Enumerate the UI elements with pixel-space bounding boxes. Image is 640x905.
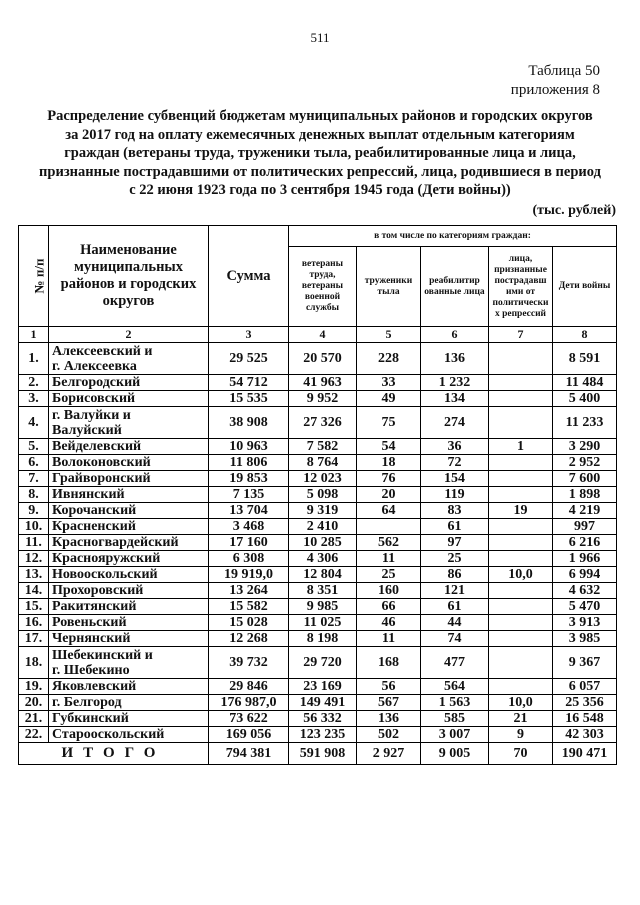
war-children-cell: 8 591	[553, 343, 617, 375]
workers-cell: 64	[357, 503, 421, 519]
column-number: 4	[289, 327, 357, 343]
repressed-cell: 10,0	[489, 695, 553, 711]
total-rehabilitated: 9 005	[421, 743, 489, 765]
table-row	[19, 343, 617, 375]
district-name-line: Валуйский	[52, 422, 122, 438]
row-number: 15.	[19, 599, 49, 615]
rehabilitated-cell: 1 563	[421, 695, 489, 711]
column-number: 7	[489, 327, 553, 343]
row-number: 10.	[19, 519, 49, 535]
page-number: 511	[310, 30, 330, 45]
workers-cell: 20	[357, 487, 421, 503]
table-row	[19, 535, 617, 551]
workers-cell: 11	[357, 551, 421, 567]
row-number: 14.	[19, 583, 49, 599]
district-name-line: г. Валуйки и	[52, 407, 131, 423]
table-row	[19, 615, 617, 631]
row-number: 17.	[19, 631, 49, 647]
table-row	[19, 647, 617, 679]
workers-cell: 11	[357, 631, 421, 647]
rehabilitated-cell: 564	[421, 679, 489, 695]
table-row	[19, 503, 617, 519]
district-name-line: Краснояружский	[52, 551, 161, 566]
row-number: 13.	[19, 567, 49, 583]
sum-cell: 13 264	[209, 583, 289, 599]
column-number: 8	[553, 327, 617, 343]
header-rehabilitated: реабилитир ованные лица	[421, 247, 489, 327]
table-row	[19, 727, 617, 743]
district-name	[49, 535, 209, 551]
repressed-cell	[489, 487, 553, 503]
veterans-cell: 2 410	[289, 519, 357, 535]
sum-cell: 19 853	[209, 471, 289, 487]
sum-cell: 13 704	[209, 503, 289, 519]
district-name-line: Губкинский	[52, 711, 129, 726]
workers-cell	[357, 519, 421, 535]
table-row	[19, 711, 617, 727]
workers-cell: 567	[357, 695, 421, 711]
table-row	[19, 375, 617, 391]
header-category-group: в том числе по категориям граждан:	[289, 226, 617, 247]
rehabilitated-cell: 61	[421, 599, 489, 615]
rehabilitated-cell: 74	[421, 631, 489, 647]
repressed-cell	[489, 631, 553, 647]
sum-cell: 15 582	[209, 599, 289, 615]
table-row	[19, 519, 617, 535]
repressed-cell	[489, 679, 553, 695]
header-number: № п/п	[19, 226, 49, 327]
table-row	[19, 471, 617, 487]
rehabilitated-cell: 86	[421, 567, 489, 583]
rehabilitated-cell: 25	[421, 551, 489, 567]
column-number: 5	[357, 327, 421, 343]
veterans-cell: 5 098	[289, 487, 357, 503]
war-children-cell: 6 057	[553, 679, 617, 695]
district-name-line: Грайворонский	[52, 471, 151, 486]
district-name	[49, 615, 209, 631]
veterans-cell: 11 025	[289, 615, 357, 631]
veterans-cell: 7 582	[289, 439, 357, 455]
repressed-cell	[489, 599, 553, 615]
district-name-line: Ракитянский	[52, 599, 137, 614]
repressed-cell	[489, 519, 553, 535]
district-name-line: Вейделевский	[52, 439, 142, 454]
column-number: 3	[209, 327, 289, 343]
district-name	[49, 567, 209, 583]
district-name	[49, 647, 209, 679]
workers-cell: 136	[357, 711, 421, 727]
war-children-cell: 7 600	[553, 471, 617, 487]
district-name	[49, 487, 209, 503]
rehabilitated-cell: 154	[421, 471, 489, 487]
repressed-cell	[489, 647, 553, 679]
total-sum: 794 381	[209, 743, 289, 765]
war-children-cell: 25 356	[553, 695, 617, 711]
veterans-cell: 9 952	[289, 391, 357, 407]
sum-cell: 15 028	[209, 615, 289, 631]
veterans-cell: 12 804	[289, 567, 357, 583]
table-row	[19, 695, 617, 711]
sum-cell: 19 919,0	[209, 567, 289, 583]
workers-cell: 25	[357, 567, 421, 583]
veterans-cell: 8 764	[289, 455, 357, 471]
workers-cell: 56	[357, 679, 421, 695]
sum-cell: 73 622	[209, 711, 289, 727]
repressed-cell	[489, 407, 553, 439]
district-name	[49, 695, 209, 711]
repressed-cell: 10,0	[489, 567, 553, 583]
unit-note: (тыс. рублей)	[532, 203, 616, 218]
row-number: 5.	[19, 439, 49, 455]
district-name-line: г. Белгород	[52, 695, 122, 710]
district-name	[49, 375, 209, 391]
veterans-cell: 8 198	[289, 631, 357, 647]
district-name	[49, 343, 209, 375]
war-children-cell: 3 913	[553, 615, 617, 631]
veterans-cell: 27 326	[289, 407, 357, 439]
rehabilitated-cell: 3 007	[421, 727, 489, 743]
sum-cell: 3 468	[209, 519, 289, 535]
row-number: 6.	[19, 455, 49, 471]
war-children-cell: 6 994	[553, 567, 617, 583]
workers-cell: 75	[357, 407, 421, 439]
repressed-cell	[489, 391, 553, 407]
table-row	[19, 631, 617, 647]
row-number: 8.	[19, 487, 49, 503]
veterans-cell: 23 169	[289, 679, 357, 695]
district-name	[49, 455, 209, 471]
rehabilitated-cell: 1 232	[421, 375, 489, 391]
workers-cell: 33	[357, 375, 421, 391]
district-name-line: Шебекинский и	[52, 647, 153, 663]
table-ref-line: Таблица 50	[528, 63, 600, 79]
header-workers: труженики тыла	[357, 247, 421, 327]
district-name-line: Борисовский	[52, 391, 136, 406]
veterans-cell: 10 285	[289, 535, 357, 551]
district-name-line: Красненский	[52, 519, 136, 534]
table-reference	[511, 62, 600, 100]
row-number: 2.	[19, 375, 49, 391]
district-name	[49, 727, 209, 743]
sum-cell: 11 806	[209, 455, 289, 471]
repressed-cell	[489, 535, 553, 551]
sum-cell: 176 987,0	[209, 695, 289, 711]
table-row	[19, 679, 617, 695]
workers-cell: 502	[357, 727, 421, 743]
rehabilitated-cell: 585	[421, 711, 489, 727]
district-name-line: Ровеньский	[52, 615, 127, 630]
row-number: 3.	[19, 391, 49, 407]
column-number: 1	[19, 327, 49, 343]
sum-cell: 39 732	[209, 647, 289, 679]
district-name	[49, 599, 209, 615]
total-row	[19, 743, 617, 765]
column-number-row	[19, 327, 617, 343]
war-children-cell: 1 898	[553, 487, 617, 503]
row-number: 22.	[19, 727, 49, 743]
district-name	[49, 679, 209, 695]
district-name-line: г. Алексеевка	[52, 358, 137, 374]
title-line: признанные пострадавшими от политических репрессий, лица, родившиеся в период	[39, 163, 601, 180]
column-number: 2	[49, 327, 209, 343]
district-name-line: Белгородский	[52, 375, 141, 390]
header-sum: Сумма	[209, 226, 289, 327]
veterans-cell: 123 235	[289, 727, 357, 743]
header-veterans: ветераны труда, ветераны военной службы	[289, 247, 357, 327]
workers-cell: 76	[357, 471, 421, 487]
sum-cell: 15 535	[209, 391, 289, 407]
row-number: 11.	[19, 535, 49, 551]
table-row	[19, 391, 617, 407]
veterans-cell: 20 570	[289, 343, 357, 375]
repressed-cell	[489, 343, 553, 375]
header-name: Наименование муниципальных районов и городских округов	[49, 226, 209, 327]
war-children-cell: 6 216	[553, 535, 617, 551]
total-war-children: 190 471	[553, 743, 617, 765]
war-children-cell: 11 484	[553, 375, 617, 391]
title-line: Распределение субвенций бюджетам муниципальных районов и городских округов	[47, 108, 593, 124]
table-row	[19, 407, 617, 439]
district-name	[49, 407, 209, 439]
row-number: 21.	[19, 711, 49, 727]
repressed-cell	[489, 551, 553, 567]
district-name-line: Прохоровский	[52, 583, 144, 598]
title-line: граждан (ветераны труда, труженики тыла, реабилитированные лица и лица,	[64, 145, 576, 161]
district-name	[49, 391, 209, 407]
workers-cell: 49	[357, 391, 421, 407]
veterans-cell: 12 023	[289, 471, 357, 487]
rehabilitated-cell: 119	[421, 487, 489, 503]
repressed-cell	[489, 455, 553, 471]
table-row	[19, 455, 617, 471]
district-name-line: Чернянский	[52, 631, 131, 646]
war-children-cell: 3 290	[553, 439, 617, 455]
district-name-line: г. Шебекино	[52, 662, 130, 678]
rehabilitated-cell: 121	[421, 583, 489, 599]
workers-cell: 228	[357, 343, 421, 375]
row-number: 20.	[19, 695, 49, 711]
district-name	[49, 519, 209, 535]
title-line: за 2017 год на оплату ежемесячных денежных выплат отдельным категориям	[65, 126, 575, 143]
war-children-cell: 5 400	[553, 391, 617, 407]
sum-cell: 17 160	[209, 535, 289, 551]
sum-cell: 54 712	[209, 375, 289, 391]
rehabilitated-cell: 274	[421, 407, 489, 439]
title-line: с 22 июня 1923 года по 3 сентября 1945 года (Дети войны))	[129, 182, 511, 198]
veterans-cell: 9 985	[289, 599, 357, 615]
total-label: ИТОГО	[19, 743, 209, 765]
sum-cell: 10 963	[209, 439, 289, 455]
repressed-cell	[489, 375, 553, 391]
rehabilitated-cell: 97	[421, 535, 489, 551]
rehabilitated-cell: 136	[421, 343, 489, 375]
war-children-cell: 997	[553, 519, 617, 535]
workers-cell: 46	[357, 615, 421, 631]
district-name-line: Красногвардейский	[52, 535, 179, 550]
sum-cell: 6 308	[209, 551, 289, 567]
rehabilitated-cell: 36	[421, 439, 489, 455]
war-children-cell: 16 548	[553, 711, 617, 727]
district-name	[49, 471, 209, 487]
repressed-cell	[489, 471, 553, 487]
rehabilitated-cell: 477	[421, 647, 489, 679]
total-veterans: 591 908	[289, 743, 357, 765]
war-children-cell: 4 219	[553, 503, 617, 519]
row-number: 7.	[19, 471, 49, 487]
sum-cell: 29 846	[209, 679, 289, 695]
district-name-line: Старооскольский	[52, 727, 165, 742]
district-name-line: Новооскольский	[52, 567, 158, 582]
rehabilitated-cell: 44	[421, 615, 489, 631]
total-repressed: 70	[489, 743, 553, 765]
table-row	[19, 567, 617, 583]
sum-cell: 29 525	[209, 343, 289, 375]
war-children-cell: 42 303	[553, 727, 617, 743]
war-children-cell: 2 952	[553, 455, 617, 471]
row-number: 18.	[19, 647, 49, 679]
district-name	[49, 551, 209, 567]
workers-cell: 168	[357, 647, 421, 679]
row-number: 16.	[19, 615, 49, 631]
district-name	[49, 711, 209, 727]
war-children-cell: 4 632	[553, 583, 617, 599]
workers-cell: 562	[357, 535, 421, 551]
workers-cell: 66	[357, 599, 421, 615]
veterans-cell: 149 491	[289, 695, 357, 711]
row-number: 12.	[19, 551, 49, 567]
repressed-cell: 9	[489, 727, 553, 743]
sum-cell: 169 056	[209, 727, 289, 743]
veterans-cell: 8 351	[289, 583, 357, 599]
row-number: 4.	[19, 407, 49, 439]
table-row	[19, 551, 617, 567]
war-children-cell: 9 367	[553, 647, 617, 679]
workers-cell: 54	[357, 439, 421, 455]
repressed-cell	[489, 583, 553, 599]
workers-cell: 160	[357, 583, 421, 599]
document-title	[20, 107, 620, 200]
table-row	[19, 439, 617, 455]
repressed-cell: 21	[489, 711, 553, 727]
district-name	[49, 583, 209, 599]
workers-cell: 18	[357, 455, 421, 471]
subvention-table	[18, 225, 617, 765]
district-name-line: Ивнянский	[52, 487, 125, 502]
district-name	[49, 439, 209, 455]
veterans-cell: 41 963	[289, 375, 357, 391]
row-number: 19.	[19, 679, 49, 695]
district-name-line: Волоконовский	[52, 455, 151, 470]
sum-cell: 7 135	[209, 487, 289, 503]
rehabilitated-cell: 61	[421, 519, 489, 535]
total-workers: 2 927	[357, 743, 421, 765]
rehabilitated-cell: 72	[421, 455, 489, 471]
district-name-line: Яковлевский	[52, 679, 137, 694]
row-number: 9.	[19, 503, 49, 519]
veterans-cell: 4 306	[289, 551, 357, 567]
column-number: 6	[421, 327, 489, 343]
rehabilitated-cell: 83	[421, 503, 489, 519]
table-body	[19, 343, 617, 743]
table-ref-line: приложения 8	[510, 82, 600, 98]
sum-cell: 38 908	[209, 407, 289, 439]
district-name-line: Корочанский	[52, 503, 137, 518]
war-children-cell: 1 966	[553, 551, 617, 567]
veterans-cell: 9 319	[289, 503, 357, 519]
sum-cell: 12 268	[209, 631, 289, 647]
war-children-cell: 11 233	[553, 407, 617, 439]
veterans-cell: 56 332	[289, 711, 357, 727]
rehabilitated-cell: 134	[421, 391, 489, 407]
district-name	[49, 631, 209, 647]
repressed-cell	[489, 615, 553, 631]
table-row	[19, 599, 617, 615]
war-children-cell: 3 985	[553, 631, 617, 647]
table-row	[19, 487, 617, 503]
table-row	[19, 583, 617, 599]
veterans-cell: 29 720	[289, 647, 357, 679]
row-number: 1.	[19, 343, 49, 375]
repressed-cell: 19	[489, 503, 553, 519]
district-name-line: Алексеевский и	[52, 343, 153, 359]
header-war-children: Дети войны	[553, 247, 617, 327]
district-name	[49, 503, 209, 519]
header-repressed: лица, признанные пострадавш ими от политически х репрессий	[489, 247, 553, 327]
repressed-cell: 1	[489, 439, 553, 455]
war-children-cell: 5 470	[553, 599, 617, 615]
